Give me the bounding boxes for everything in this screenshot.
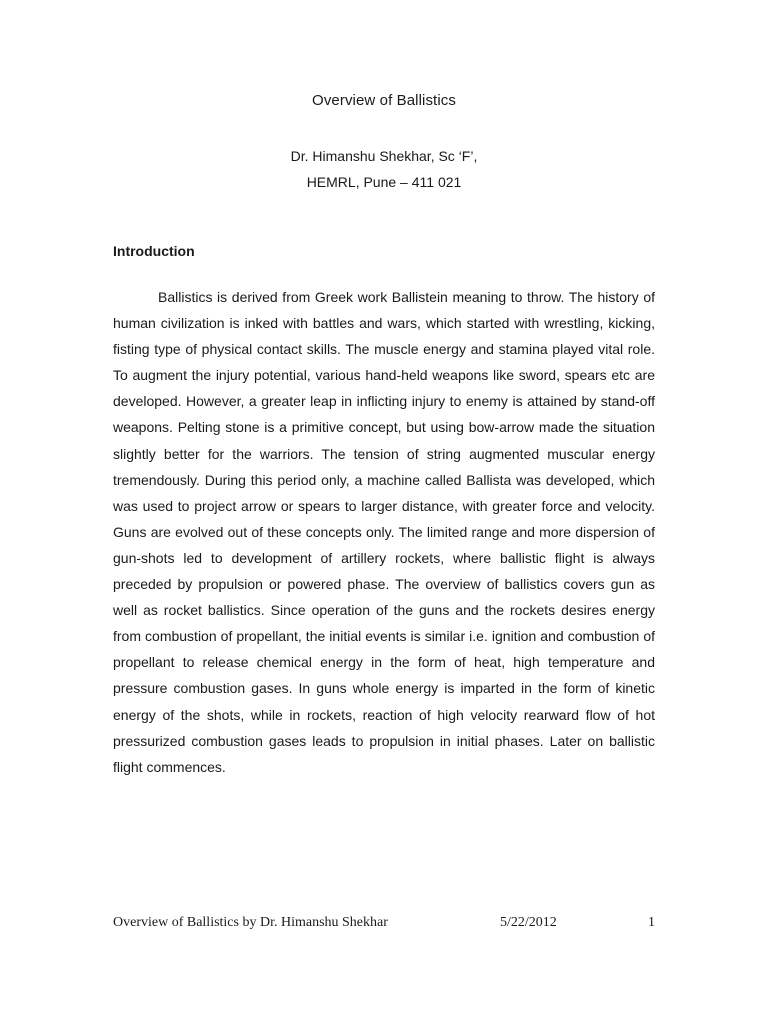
footer-date: 5/22/2012 bbox=[500, 915, 557, 930]
author-line: Dr. Himanshu Shekhar, Sc ‘F’, bbox=[290, 148, 478, 164]
body-paragraph: Ballistics is derived from Greek work Ballistein meaning to throw. The history of human civilization is inked with battles and wars, which started with wrestling, kicking, fisting type of physical contact skills. The muscle energy and stamina played vital role. To augment the injury potential, various hand-held weapons like sword, spears etc are developed. However, a greater leap in inflicting injury to enemy is attained by stand-off weapons. Pelting stone is a primitive concept, but using bow-arrow made the situation slightly better for the warriors. The tension of string augmented muscular energy tremendously. During this period only, a machine called Ballista was developed, which was used to project arrow or spears to larger distance, with greater force and velocity. Guns are evolved out of these concepts only. The limited range and more dispersion of gun-shots led to development of artillery rockets, where ballistic flight is always preceded by propulsion or powered phase. The overview of ballistics covers gun as well as rocket ballistics. Since operation of the guns and the rockets desires energy from combustion of propellant, the initial events is similar i.e. ignition and combustion of propellant to release chemical energy in the form of heat, high temperature and pressure combustion gases. In guns whole energy is imparted in the form of kinetic energy of the shots, while in rockets, reaction of high velocity rearward flow of hot pressurized combustion gases leads to propulsion in initial phases. Later on ballistic flight commences. bbox=[113, 289, 655, 775]
footer-title: Overview of Ballistics by Dr. Himanshu Shekhar bbox=[113, 915, 388, 930]
page-footer bbox=[113, 915, 655, 933]
footer-page-number: 1 bbox=[648, 915, 655, 930]
section-heading: Introduction bbox=[113, 243, 195, 259]
affiliation-line: HEMRL, Pune – 411 021 bbox=[306, 174, 462, 190]
document-title: Overview of Ballistics bbox=[312, 92, 456, 109]
